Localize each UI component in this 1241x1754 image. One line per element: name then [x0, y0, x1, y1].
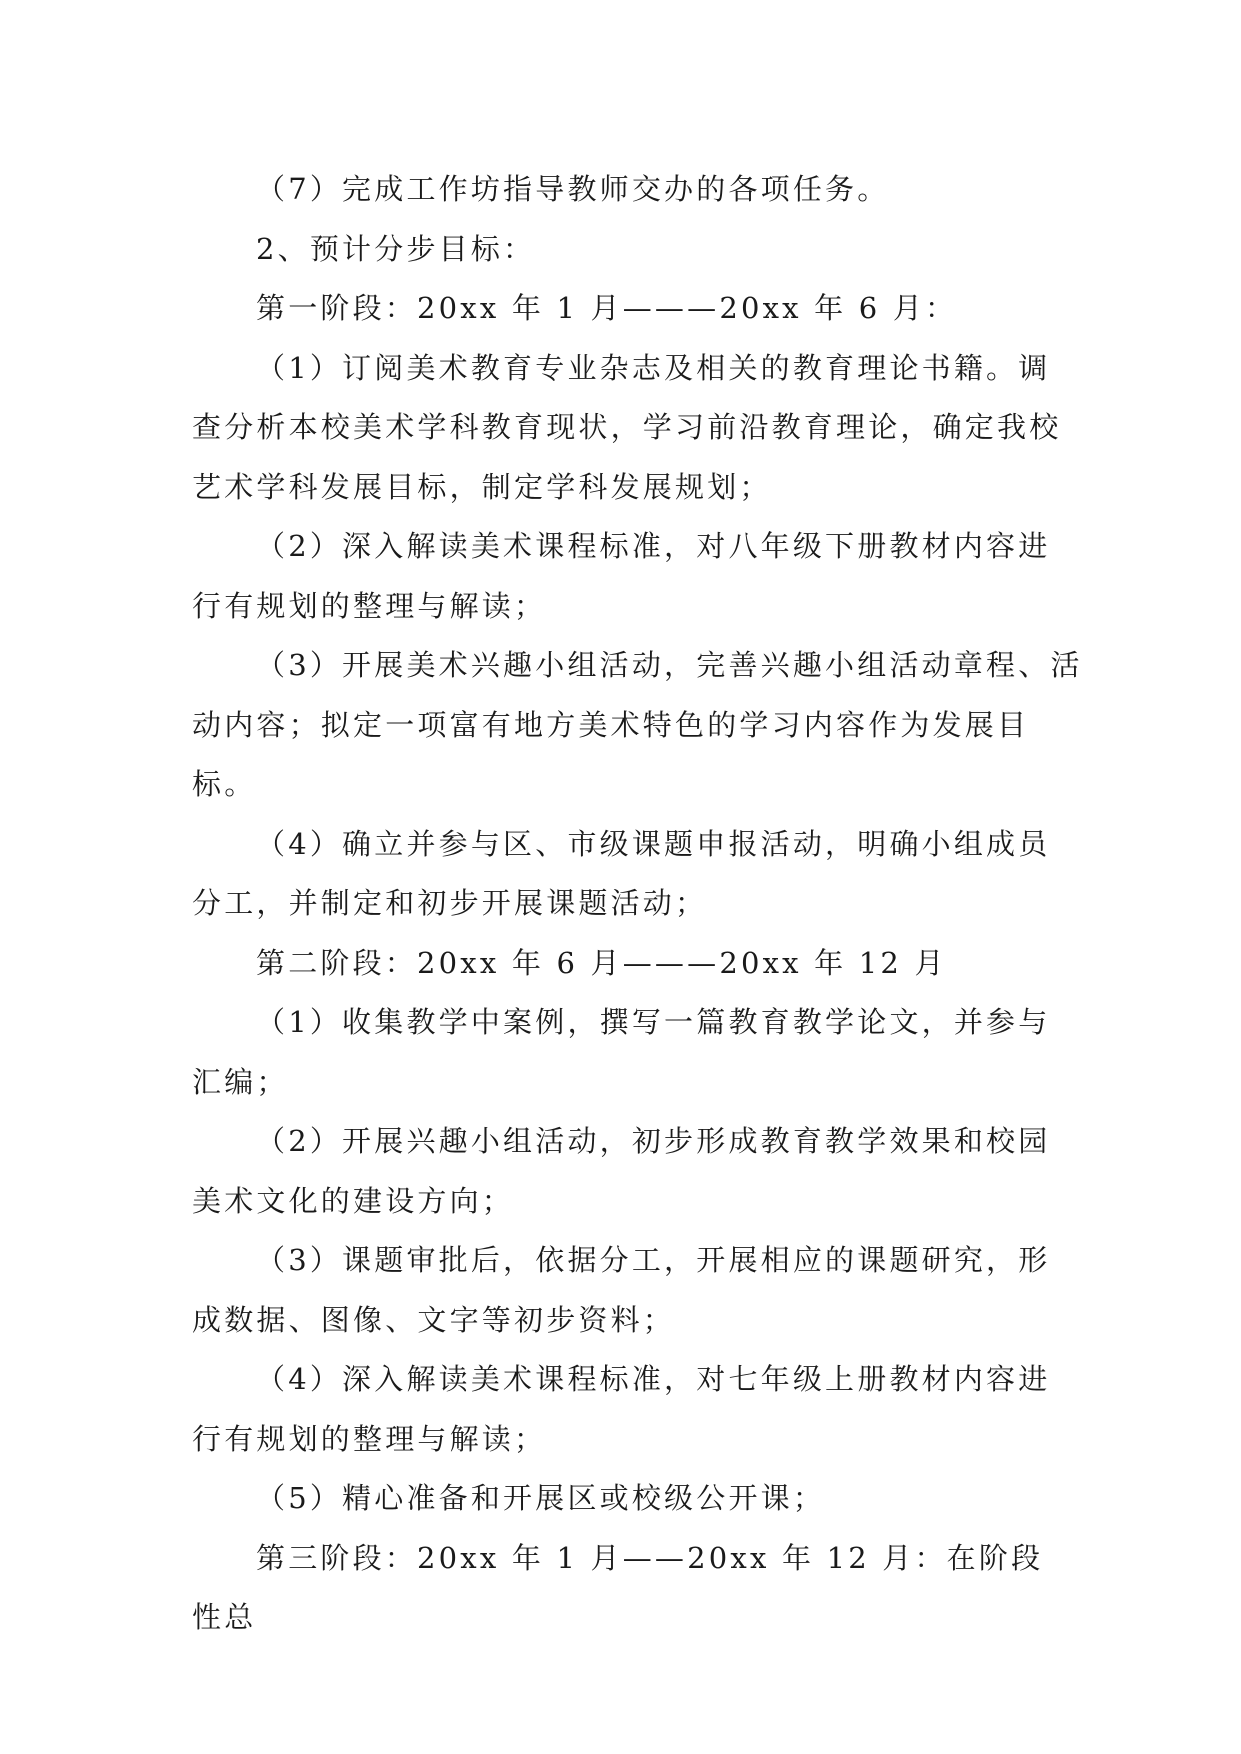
paragraph-phase-2-item-1: （1）收集教学中案例，撰写一篇教育教学论文，并参与汇编；	[192, 1005, 1051, 1099]
paragraph-phase-1-item-3: （3）开展美术兴趣小组活动，完善兴趣小组活动章程、活动内容；拟定一项富有地方美术特色的学习内容作为发展目标。	[192, 648, 1083, 801]
paragraph-phase-2-item-5: （5）精心准备和开展区或校级公开课；	[256, 1481, 826, 1515]
paragraph-phase-1-item-1: （1）订阅美术教育专业杂志及相关的教育理论书籍。调查分析本校美术学科教育现状，学习前沿教育理论，确定我校艺术学科发展目标，制定学科发展规划；	[192, 350, 1062, 504]
paragraph-phase-2-item-2: （2）开展兴趣小组活动，初步形成教育教学效果和校园美术文化的建设方向；	[192, 1124, 1051, 1218]
paragraph-phase-3-heading: 第三阶段：20xx 年 1 月——20xx 年 12 月：在阶段性总	[192, 1540, 1044, 1634]
paragraph-section-heading: 2、预计分步目标：	[256, 231, 536, 266]
document-body	[192, 160, 1083, 1648]
paragraph-phase-1-heading: 第一阶段：20xx 年 1 月———20xx 年 6 月：	[256, 291, 958, 325]
paragraph-task-7: （7）完成工作坊指导教师交办的各项任务。	[256, 172, 890, 206]
paragraph-phase-2-heading: 第二阶段：20xx 年 6 月———20xx 年 12 月	[256, 945, 947, 980]
paragraph-phase-2-item-3: （3）课题审批后，依据分工，开展相应的课题研究，形成数据、图像、文字等初步资料；	[192, 1243, 1051, 1337]
paragraph-phase-1-item-2: （2）深入解读美术课程标准，对八年级下册教材内容进行有规划的整理与解读；	[192, 529, 1051, 623]
paragraph-phase-2-item-4: （4）深入解读美术课程标准，对七年级上册教材内容进行有规划的整理与解读；	[192, 1362, 1051, 1456]
paragraph-phase-1-item-4: （4）确立并参与区、市级课题申报活动，明确小组成员分工，并制定和初步开展课题活动；	[192, 826, 1051, 920]
